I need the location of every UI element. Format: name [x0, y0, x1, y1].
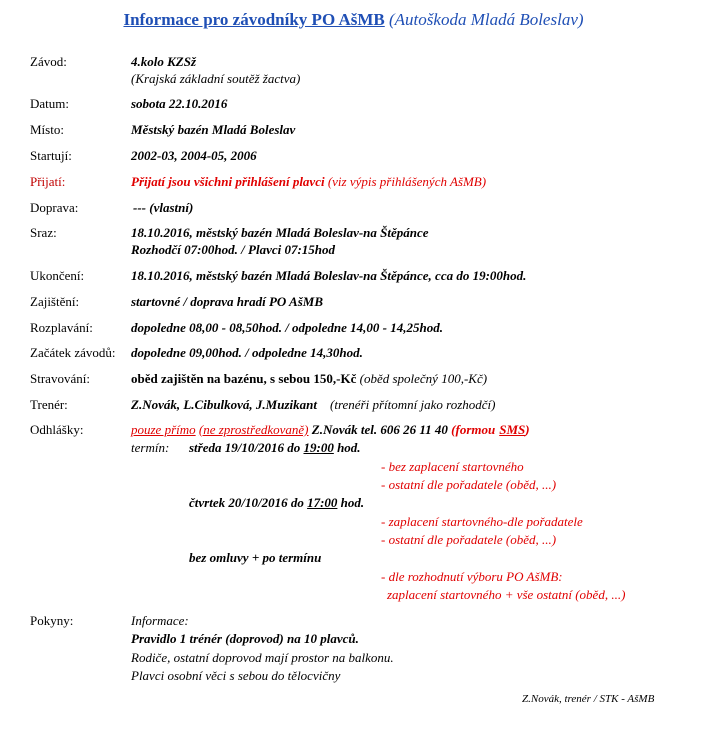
label-rozplavani: Rozplavání:	[30, 320, 93, 335]
termin-3: bez omluvy + po termínu	[189, 550, 322, 565]
label-odhlasky: Odhlášky:	[30, 422, 84, 437]
termin-1-hod: hod.	[337, 440, 361, 455]
page-title	[0, 10, 707, 30]
termin-1-time: 19:00	[303, 440, 334, 455]
value-zajisteni: startovné / doprava hradí PO AšMB	[131, 294, 324, 309]
termin-label: termín:	[131, 440, 170, 455]
prijati-note: (viz výpis přihlášených AšMB)	[327, 174, 487, 189]
termin-3-note-1: - dle rozhodnutí výboru PO AšMB:	[381, 569, 563, 584]
value-doprava: --- (vlastní)	[133, 200, 194, 215]
note-zavod: (Krajská základní soutěž žactva)	[131, 71, 301, 86]
value-startuji: 2002-03, 2004-05, 2006	[131, 148, 257, 163]
odhlasky-contact: Z.Novák tel. 606 26 11 40	[311, 422, 448, 437]
stravovani-note: (oběd společný 100,-Kč)	[359, 371, 488, 386]
label-doprava: Doprava:	[30, 200, 79, 215]
pokyny-line-4: Plavci osobní věci s sebou do tělocvičny	[131, 668, 341, 683]
termin-3-note-2: zaplacení startovného + vše ostatní (oběd, ...)	[387, 587, 626, 602]
odhlasky-sms: SMS	[499, 422, 526, 437]
label-zavod: Závod:	[30, 54, 67, 69]
termin-2-date: čtvrtek 20/10/2016 do	[189, 495, 304, 510]
prijati-main: Přijatí jsou všichni přihlášení plavci	[131, 174, 325, 189]
pokyny-line-1: Informace:	[131, 613, 189, 628]
value-prijati	[131, 174, 486, 190]
termin-2-time: 17:00	[307, 495, 338, 510]
termin-1-note-2: - ostatní dle pořadatele (oběd, ...)	[381, 477, 557, 492]
pokyny-line-2: Pravidlo 1 trénér (doprovod) na 10 plavců.	[131, 631, 359, 646]
title-subtitle: (Autoškoda Mladá Boleslav)	[389, 10, 584, 29]
label-startuji: Startují:	[30, 148, 72, 163]
odhlasky-form-suffix: )	[525, 422, 530, 437]
label-sraz: Sraz:	[30, 225, 57, 240]
termin-1-note-1: - bez zaplacení startovného	[381, 459, 524, 474]
value-misto: Městský bazén Mladá Boleslav	[131, 122, 296, 137]
stravovani-main: oběd zajištěn na bazénu, s sebou 150,-Kč	[131, 371, 357, 386]
odhlasky-form-prefix: (formou	[451, 422, 496, 437]
value-zavod: 4.kolo KZSž	[131, 54, 197, 69]
termin-2-note-1: - zaplacení startovného-dle pořadatele	[381, 514, 583, 529]
termin-2-note-2: - ostatní dle pořadatele (oběd, ...)	[381, 532, 557, 547]
label-stravovani: Stravování:	[30, 371, 90, 386]
value-ukonceni: 18.10.2016, městský bazén Mladá Boleslav-na Štěpánce, cca do 19:00hod.	[131, 268, 527, 283]
odhlasky-not-mediated: (ne zprostředkovaně)	[198, 422, 309, 437]
label-datum: Datum:	[30, 96, 69, 111]
termin-2	[189, 495, 364, 511]
value-sraz-line2: Rozhodčí 07:00hod. / Plavci 07:15hod	[131, 242, 336, 257]
termin-1	[189, 440, 361, 456]
label-trener: Trenér:	[30, 397, 68, 412]
value-zacatek: dopoledne 09,00hod. / odpoledne 14,30hod.	[131, 345, 363, 360]
label-prijati: Přijatí:	[30, 174, 66, 189]
value-trener	[131, 397, 496, 413]
value-sraz-line1: 18.10.2016, městský bazén Mladá Boleslav-na Štěpánce	[131, 225, 429, 240]
termin-2-hod: hod.	[340, 495, 365, 510]
label-zajisteni: Zajištění:	[30, 294, 80, 309]
label-ukonceni: Ukončení:	[30, 268, 85, 283]
label-pokyny: Pokyny:	[30, 613, 74, 628]
value-rozplavani: dopoledne 08,00 - 08,50hod. / odpoledne 14,00 - 14,25hod.	[131, 320, 443, 335]
value-odhlasky	[131, 422, 530, 438]
signature: Z.Novák, trenér / STK - AšMB	[522, 693, 655, 705]
label-zacatek: Začátek závodů:	[30, 345, 116, 360]
label-misto: Místo:	[30, 122, 64, 137]
trener-note: (trenéři přítomní jako rozhodčí)	[330, 397, 496, 412]
title-main: Informace pro závodníky PO AšMB	[123, 10, 385, 29]
termin-1-date: středa 19/10/2016 do	[189, 440, 301, 455]
value-datum: sobota 22.10.2016	[131, 96, 228, 111]
odhlasky-direct: pouze přímo	[131, 422, 196, 437]
trener-main: Z.Novák, L.Cibulková, J.Muzikant	[131, 397, 317, 412]
value-stravovani	[131, 371, 487, 387]
pokyny-line-3: Rodiče, ostatní doprovod mají prostor na balkonu.	[131, 650, 394, 665]
